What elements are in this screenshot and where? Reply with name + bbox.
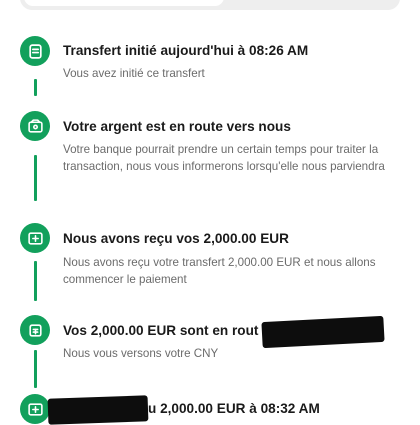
wallet-icon (20, 111, 50, 141)
timeline-connector (34, 261, 37, 301)
step-title: Vos 2,000.00 EUR sont en rout (63, 323, 259, 338)
step-title: Transfert initié aujourd'hui à 08:26 AM (63, 43, 309, 58)
step-description: Nous avons reçu votre transfert 2,000.00 EUR et nous allons commencer le paiement (63, 256, 376, 286)
step-description: Votre banque pourrait prendre un certain temps pour traiter la transaction, nous vous informerons lorsqu'elle nous parviendra (63, 143, 385, 173)
timeline-connector (34, 155, 37, 201)
redaction-mark (261, 316, 384, 348)
step-description: Nous vous versons votre CNY (63, 347, 219, 360)
step-title: u 2,000.00 EUR à 08:32 AM (148, 401, 320, 416)
receipt-icon (20, 36, 50, 66)
payout-icon (20, 315, 50, 345)
step-title: Nous avons reçu vos 2,000.00 EUR (63, 231, 289, 246)
timeline-connector (34, 350, 37, 388)
money-received-icon (20, 223, 50, 253)
timeline-connector (34, 79, 37, 96)
redaction-mark (48, 395, 149, 424)
step-title: Votre argent est en route vers nous (63, 119, 291, 134)
step-description: Vous avez initié ce transfert (63, 67, 205, 80)
